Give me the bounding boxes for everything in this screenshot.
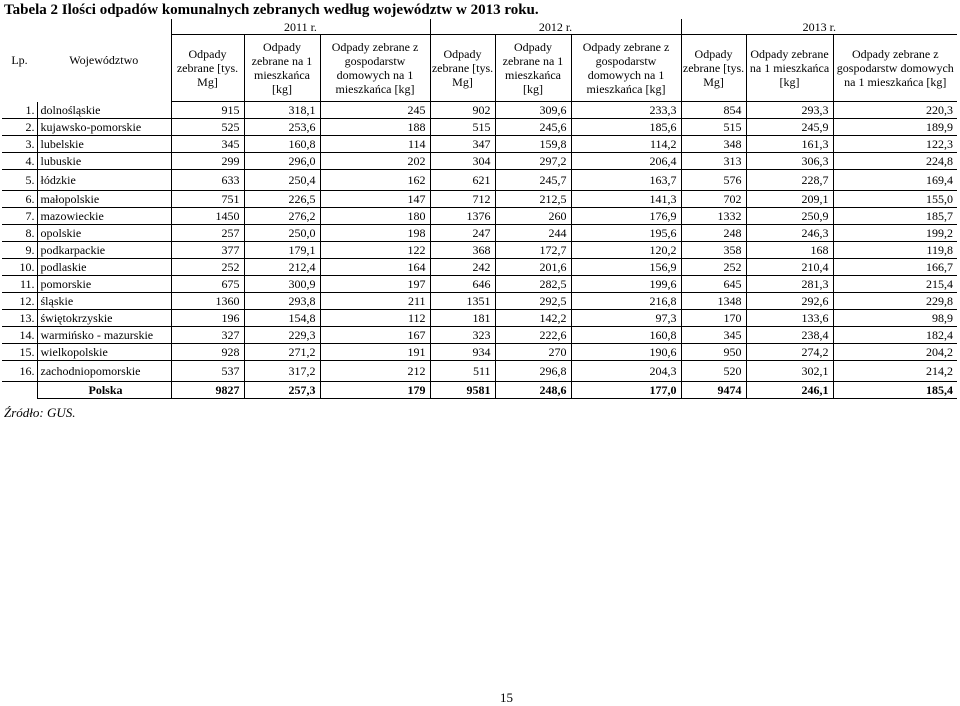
row-value: 168 — [746, 242, 833, 259]
row-value: 97,3 — [571, 310, 681, 327]
row-value: 161,3 — [746, 136, 833, 153]
row-value: 215,4 — [833, 276, 957, 293]
row-value: 142,2 — [495, 310, 571, 327]
col-header-household-2012: Odpady zebrane z gospodarstw domowych na 1 mieszkańca [kg] — [571, 35, 681, 102]
table-row — [2, 191, 957, 208]
row-value: 119,8 — [833, 242, 957, 259]
row-value: 170 — [681, 310, 746, 327]
table-row — [2, 293, 957, 310]
row-region-name: pomorskie — [37, 276, 171, 293]
row-region-name: opolskie — [37, 225, 171, 242]
row-value: 300,9 — [244, 276, 320, 293]
row-lp: 16. — [2, 361, 37, 382]
row-value: 222,6 — [495, 327, 571, 344]
table-row — [2, 225, 957, 242]
total-row — [2, 382, 957, 399]
row-value: 317,2 — [244, 361, 320, 382]
row-value: 1450 — [171, 208, 244, 225]
row-value: 176,9 — [571, 208, 681, 225]
row-value: 182,4 — [833, 327, 957, 344]
row-region-name: śląskie — [37, 293, 171, 310]
row-value: 214,2 — [833, 361, 957, 382]
row-region-name: dolnośląskie — [37, 102, 171, 119]
row-value: 160,8 — [244, 136, 320, 153]
row-value: 155,0 — [833, 191, 957, 208]
table-row — [2, 344, 957, 361]
total-name: Polska — [37, 382, 171, 399]
row-value: 245,9 — [746, 119, 833, 136]
col-header-household-2013: Odpady zebrane z gospodarstw domowych na 1 mieszkańca [kg] — [833, 35, 957, 102]
table-row — [2, 242, 957, 259]
row-lp: 9. — [2, 242, 37, 259]
row-region-name: małopolskie — [37, 191, 171, 208]
row-value: 133,6 — [746, 310, 833, 327]
row-value: 220,3 — [833, 102, 957, 119]
row-value: 257 — [171, 225, 244, 242]
col-header-household-2011: Odpady zebrane z gospodarstw domowych na 1 mieszkańca [kg] — [320, 35, 430, 102]
total-value: 177,0 — [571, 382, 681, 399]
row-lp: 13. — [2, 310, 37, 327]
row-value: 228,7 — [746, 170, 833, 191]
table-row — [2, 208, 957, 225]
row-lp: 4. — [2, 153, 37, 170]
row-value: 621 — [430, 170, 495, 191]
total-value: 185,4 — [833, 382, 957, 399]
row-value: 525 — [171, 119, 244, 136]
row-value: 751 — [171, 191, 244, 208]
row-value: 229,3 — [244, 327, 320, 344]
row-value: 196 — [171, 310, 244, 327]
row-value: 1360 — [171, 293, 244, 310]
row-value: 292,5 — [495, 293, 571, 310]
row-value: 122 — [320, 242, 430, 259]
row-value: 159,8 — [495, 136, 571, 153]
row-value: 281,3 — [746, 276, 833, 293]
table-row — [2, 170, 957, 191]
year-header-2012: 2012 r. — [430, 19, 681, 35]
row-value: 202 — [320, 153, 430, 170]
row-value: 368 — [430, 242, 495, 259]
row-lp: 2. — [2, 119, 37, 136]
col-header-collected-2012: Odpady zebrane [tys. Mg] — [430, 35, 495, 102]
row-value: 675 — [171, 276, 244, 293]
col-header-collected-2011: Odpady zebrane [tys. Mg] — [171, 35, 244, 102]
row-value: 245 — [320, 102, 430, 119]
row-value: 212,4 — [244, 259, 320, 276]
table-row — [2, 259, 957, 276]
row-value: 224,8 — [833, 153, 957, 170]
row-value: 358 — [681, 242, 746, 259]
row-region-name: łódzkie — [37, 170, 171, 191]
row-lp: 1. — [2, 102, 37, 119]
row-region-name: mazowieckie — [37, 208, 171, 225]
total-value: 248,6 — [495, 382, 571, 399]
row-value: 156,9 — [571, 259, 681, 276]
total-value: 9827 — [171, 382, 244, 399]
table-title: Tabela 2 Ilości odpadów komunalnych zebranych według województw w 2013 roku. — [4, 2, 539, 18]
row-region-name: zachodniopomorskie — [37, 361, 171, 382]
row-value: 1351 — [430, 293, 495, 310]
row-value: 282,5 — [495, 276, 571, 293]
row-value: 348 — [681, 136, 746, 153]
row-value: 154,8 — [244, 310, 320, 327]
row-value: 702 — [681, 191, 746, 208]
row-value: 112 — [320, 310, 430, 327]
row-value: 915 — [171, 102, 244, 119]
col-header-per-capita-2012: Odpady zebrane na 1 mieszkańca [kg] — [495, 35, 571, 102]
row-value: 179,1 — [244, 242, 320, 259]
row-value: 313 — [681, 153, 746, 170]
row-value: 271,2 — [244, 344, 320, 361]
row-value: 318,1 — [244, 102, 320, 119]
waste-table — [2, 19, 957, 399]
row-lp: 6. — [2, 191, 37, 208]
row-lp: 10. — [2, 259, 37, 276]
row-value: 122,3 — [833, 136, 957, 153]
row-value: 293,3 — [746, 102, 833, 119]
row-value: 302,1 — [746, 361, 833, 382]
row-value: 327 — [171, 327, 244, 344]
row-value: 210,4 — [746, 259, 833, 276]
row-value: 195,6 — [571, 225, 681, 242]
table-row — [2, 119, 957, 136]
row-value: 270 — [495, 344, 571, 361]
row-value: 309,6 — [495, 102, 571, 119]
row-value: 226,5 — [244, 191, 320, 208]
row-value: 345 — [681, 327, 746, 344]
row-region-name: podlaskie — [37, 259, 171, 276]
table-row — [2, 361, 957, 382]
row-value: 296,0 — [244, 153, 320, 170]
row-region-name: lubuskie — [37, 153, 171, 170]
total-value: 9474 — [681, 382, 746, 399]
row-value: 245,7 — [495, 170, 571, 191]
row-value: 141,3 — [571, 191, 681, 208]
row-value: 645 — [681, 276, 746, 293]
row-value: 197 — [320, 276, 430, 293]
row-value: 167 — [320, 327, 430, 344]
row-lp: 11. — [2, 276, 37, 293]
table-row — [2, 153, 957, 170]
row-value: 377 — [171, 242, 244, 259]
col-header-per-capita-2013: Odpady zebrane na 1 mieszkańca [kg] — [746, 35, 833, 102]
col-header-collected-2013: Odpady zebrane [tys. Mg] — [681, 35, 746, 102]
row-value: 1332 — [681, 208, 746, 225]
row-value: 250,4 — [244, 170, 320, 191]
row-value: 299 — [171, 153, 244, 170]
table-row — [2, 310, 957, 327]
row-value: 515 — [681, 119, 746, 136]
row-value: 292,6 — [746, 293, 833, 310]
table-body — [2, 102, 957, 399]
row-value: 189,9 — [833, 119, 957, 136]
row-value: 166,7 — [833, 259, 957, 276]
total-value: 257,3 — [244, 382, 320, 399]
row-region-name: podkarpackie — [37, 242, 171, 259]
total-lp-empty — [2, 382, 37, 399]
row-value: 209,1 — [746, 191, 833, 208]
row-value: 163,7 — [571, 170, 681, 191]
row-value: 147 — [320, 191, 430, 208]
row-value: 206,4 — [571, 153, 681, 170]
row-value: 114,2 — [571, 136, 681, 153]
row-value: 204,3 — [571, 361, 681, 382]
row-value: 260 — [495, 208, 571, 225]
row-value: 296,8 — [495, 361, 571, 382]
row-lp: 8. — [2, 225, 37, 242]
row-value: 180 — [320, 208, 430, 225]
row-value: 515 — [430, 119, 495, 136]
row-value: 172,7 — [495, 242, 571, 259]
row-value: 191 — [320, 344, 430, 361]
row-value: 304 — [430, 153, 495, 170]
row-value: 576 — [681, 170, 746, 191]
total-value: 9581 — [430, 382, 495, 399]
row-value: 248 — [681, 225, 746, 242]
row-value: 114 — [320, 136, 430, 153]
row-value: 98,9 — [833, 310, 957, 327]
row-value: 201,6 — [495, 259, 571, 276]
row-value: 1376 — [430, 208, 495, 225]
row-lp: 3. — [2, 136, 37, 153]
row-lp: 14. — [2, 327, 37, 344]
row-value: 216,8 — [571, 293, 681, 310]
row-value: 1348 — [681, 293, 746, 310]
row-value: 511 — [430, 361, 495, 382]
row-value: 245,6 — [495, 119, 571, 136]
row-region-name: lubelskie — [37, 136, 171, 153]
row-value: 854 — [681, 102, 746, 119]
row-value: 293,8 — [244, 293, 320, 310]
row-value: 212 — [320, 361, 430, 382]
row-region-name: wielkopolskie — [37, 344, 171, 361]
total-value: 179 — [320, 382, 430, 399]
row-region-name: warmińsko - mazurskie — [37, 327, 171, 344]
row-value: 253,6 — [244, 119, 320, 136]
row-value: 345 — [171, 136, 244, 153]
row-value: 297,2 — [495, 153, 571, 170]
row-region-name: świętokrzyskie — [37, 310, 171, 327]
row-value: 633 — [171, 170, 244, 191]
row-value: 212,5 — [495, 191, 571, 208]
row-value: 323 — [430, 327, 495, 344]
row-value: 204,2 — [833, 344, 957, 361]
row-value: 537 — [171, 361, 244, 382]
row-value: 247 — [430, 225, 495, 242]
page-number: 15 — [500, 690, 513, 705]
source-note: Źródło: GUS. — [4, 405, 76, 420]
row-value: 250,0 — [244, 225, 320, 242]
row-value: 181 — [430, 310, 495, 327]
row-value: 934 — [430, 344, 495, 361]
row-value: 646 — [430, 276, 495, 293]
row-value: 246,3 — [746, 225, 833, 242]
row-value: 238,4 — [746, 327, 833, 344]
row-value: 306,3 — [746, 153, 833, 170]
row-value: 185,6 — [571, 119, 681, 136]
row-value: 274,2 — [746, 344, 833, 361]
row-value: 190,6 — [571, 344, 681, 361]
table-row — [2, 276, 957, 293]
table-row — [2, 102, 957, 119]
total-value: 246,1 — [746, 382, 833, 399]
row-value: 252 — [681, 259, 746, 276]
row-lp: 7. — [2, 208, 37, 225]
row-value: 229,8 — [833, 293, 957, 310]
row-value: 902 — [430, 102, 495, 119]
row-value: 120,2 — [571, 242, 681, 259]
table-row — [2, 136, 957, 153]
year-header-2011: 2011 r. — [171, 19, 430, 35]
row-value: 520 — [681, 361, 746, 382]
year-header-2013: 2013 r. — [681, 19, 957, 35]
row-region-name: kujawsko-pomorskie — [37, 119, 171, 136]
row-value: 185,7 — [833, 208, 957, 225]
row-value: 198 — [320, 225, 430, 242]
row-value: 169,4 — [833, 170, 957, 191]
col-header-lp: Lp. — [11, 53, 28, 68]
row-value: 164 — [320, 259, 430, 276]
table-row — [2, 327, 957, 344]
row-value: 242 — [430, 259, 495, 276]
row-value: 252 — [171, 259, 244, 276]
row-value: 160,8 — [571, 327, 681, 344]
col-header-region: Województwo — [69, 53, 139, 68]
row-value: 244 — [495, 225, 571, 242]
row-value: 199,6 — [571, 276, 681, 293]
row-value: 188 — [320, 119, 430, 136]
row-value: 250,9 — [746, 208, 833, 225]
row-lp: 5. — [2, 170, 37, 191]
row-value: 276,2 — [244, 208, 320, 225]
row-value: 233,3 — [571, 102, 681, 119]
row-value: 347 — [430, 136, 495, 153]
row-lp: 12. — [2, 293, 37, 310]
row-value: 211 — [320, 293, 430, 310]
row-value: 199,2 — [833, 225, 957, 242]
row-value: 950 — [681, 344, 746, 361]
row-lp: 15. — [2, 344, 37, 361]
row-value: 162 — [320, 170, 430, 191]
row-value: 928 — [171, 344, 244, 361]
col-header-per-capita-2011: Odpady zebrane na 1 mieszkańca [kg] — [244, 35, 320, 102]
row-value: 712 — [430, 191, 495, 208]
